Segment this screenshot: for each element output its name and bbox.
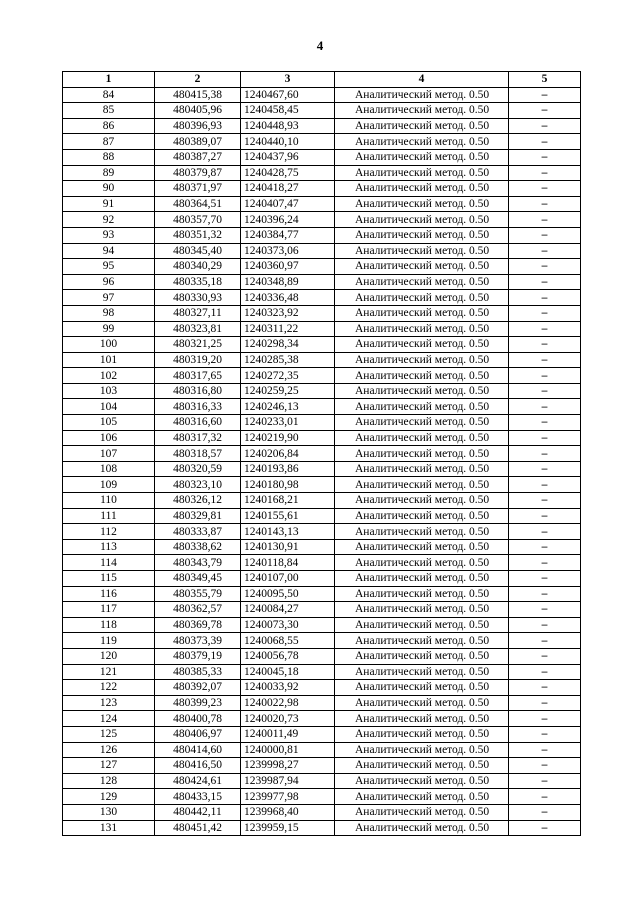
table-row (63, 118, 581, 134)
y-coordinate-cell: 1240384,77 (241, 227, 335, 243)
y-coordinate-cell: 1240467,60 (241, 87, 335, 103)
accuracy-dash-cell: – (509, 259, 581, 275)
table-row (63, 383, 581, 399)
accuracy-dash-cell: – (509, 617, 581, 633)
method-cell: Аналитический метод. 0.50 (335, 586, 509, 602)
x-coordinate-cell: 480379,87 (155, 165, 241, 181)
table-row (63, 134, 581, 150)
table-row (63, 368, 581, 384)
table-row (63, 274, 581, 290)
y-coordinate-cell: 1240206,84 (241, 446, 335, 462)
accuracy-dash-cell: – (509, 399, 581, 415)
method-cell: Аналитический метод. 0.50 (335, 742, 509, 758)
y-coordinate-cell: 1240095,50 (241, 586, 335, 602)
table-row (63, 820, 581, 836)
point-number-cell: 111 (63, 508, 155, 524)
table-row (63, 430, 581, 446)
table-row (63, 742, 581, 758)
method-cell: Аналитический метод. 0.50 (335, 383, 509, 399)
y-coordinate-cell: 1240155,61 (241, 508, 335, 524)
accuracy-dash-cell: – (509, 633, 581, 649)
x-coordinate-cell: 480316,33 (155, 399, 241, 415)
table-row (63, 87, 581, 103)
table-row (63, 196, 581, 212)
x-coordinate-cell: 480317,65 (155, 368, 241, 384)
method-cell: Аналитический метод. 0.50 (335, 446, 509, 462)
method-cell: Аналитический метод. 0.50 (335, 321, 509, 337)
accuracy-dash-cell: – (509, 227, 581, 243)
method-cell: Аналитический метод. 0.50 (335, 461, 509, 477)
point-number-cell: 92 (63, 212, 155, 228)
method-cell: Аналитический метод. 0.50 (335, 134, 509, 150)
y-coordinate-cell: 1240418,27 (241, 181, 335, 197)
y-coordinate-cell: 1239968,40 (241, 804, 335, 820)
header-col-5: 5 (509, 72, 581, 88)
table-row (63, 227, 581, 243)
x-coordinate-cell: 480321,25 (155, 337, 241, 353)
point-number-cell: 101 (63, 352, 155, 368)
accuracy-dash-cell: – (509, 820, 581, 836)
x-coordinate-cell: 480338,62 (155, 539, 241, 555)
point-number-cell: 104 (63, 399, 155, 415)
point-number-cell: 84 (63, 87, 155, 103)
table-row (63, 149, 581, 165)
x-coordinate-cell: 480400,78 (155, 711, 241, 727)
y-coordinate-cell: 1240336,48 (241, 290, 335, 306)
point-number-cell: 97 (63, 290, 155, 306)
x-coordinate-cell: 480330,93 (155, 290, 241, 306)
y-coordinate-cell: 1240073,30 (241, 617, 335, 633)
x-coordinate-cell: 480316,60 (155, 415, 241, 431)
accuracy-dash-cell: – (509, 337, 581, 353)
x-coordinate-cell: 480320,59 (155, 461, 241, 477)
table-row (63, 461, 581, 477)
x-coordinate-cell: 480415,38 (155, 87, 241, 103)
y-coordinate-cell: 1240437,96 (241, 149, 335, 165)
table-row (63, 680, 581, 696)
x-coordinate-cell: 480323,81 (155, 321, 241, 337)
point-number-cell: 95 (63, 259, 155, 275)
method-cell: Аналитический метод. 0.50 (335, 290, 509, 306)
accuracy-dash-cell: – (509, 290, 581, 306)
y-coordinate-cell: 1240246,13 (241, 399, 335, 415)
coordinates-table (62, 71, 581, 836)
table-row (63, 633, 581, 649)
y-coordinate-cell: 1240000,81 (241, 742, 335, 758)
y-coordinate-cell: 1240219,90 (241, 430, 335, 446)
method-cell: Аналитический метод. 0.50 (335, 664, 509, 680)
point-number-cell: 119 (63, 633, 155, 649)
table-row (63, 648, 581, 664)
accuracy-dash-cell: – (509, 804, 581, 820)
accuracy-dash-cell: – (509, 758, 581, 774)
x-coordinate-cell: 480345,40 (155, 243, 241, 259)
accuracy-dash-cell: – (509, 181, 581, 197)
accuracy-dash-cell: – (509, 87, 581, 103)
table-row (63, 165, 581, 181)
method-cell: Аналитический метод. 0.50 (335, 181, 509, 197)
method-cell: Аналитический метод. 0.50 (335, 305, 509, 321)
table-row (63, 259, 581, 275)
point-number-cell: 125 (63, 726, 155, 742)
method-cell: Аналитический метод. 0.50 (335, 524, 509, 540)
x-coordinate-cell: 480414,60 (155, 742, 241, 758)
x-coordinate-cell: 480333,87 (155, 524, 241, 540)
method-cell: Аналитический метод. 0.50 (335, 212, 509, 228)
table-row (63, 695, 581, 711)
x-coordinate-cell: 480373,39 (155, 633, 241, 649)
table-row (63, 508, 581, 524)
method-cell: Аналитический метод. 0.50 (335, 165, 509, 181)
method-cell: Аналитический метод. 0.50 (335, 368, 509, 384)
x-coordinate-cell: 480355,79 (155, 586, 241, 602)
accuracy-dash-cell: – (509, 212, 581, 228)
table-row (63, 290, 581, 306)
method-cell: Аналитический метод. 0.50 (335, 149, 509, 165)
accuracy-dash-cell: – (509, 726, 581, 742)
y-coordinate-cell: 1240458,45 (241, 103, 335, 119)
accuracy-dash-cell: – (509, 321, 581, 337)
table-row (63, 321, 581, 337)
accuracy-dash-cell: – (509, 165, 581, 181)
x-coordinate-cell: 480392,07 (155, 680, 241, 696)
table-row (63, 711, 581, 727)
method-cell: Аналитический метод. 0.50 (335, 508, 509, 524)
point-number-cell: 124 (63, 711, 155, 727)
accuracy-dash-cell: – (509, 415, 581, 431)
point-number-cell: 89 (63, 165, 155, 181)
method-cell: Аналитический метод. 0.50 (335, 196, 509, 212)
table-row (63, 337, 581, 353)
point-number-cell: 108 (63, 461, 155, 477)
accuracy-dash-cell: – (509, 695, 581, 711)
point-number-cell: 96 (63, 274, 155, 290)
point-number-cell: 107 (63, 446, 155, 462)
table-row (63, 773, 581, 789)
y-coordinate-cell: 1240056,78 (241, 648, 335, 664)
table-row (63, 726, 581, 742)
y-coordinate-cell: 1240143,13 (241, 524, 335, 540)
y-coordinate-cell: 1239987,94 (241, 773, 335, 789)
y-coordinate-cell: 1240448,93 (241, 118, 335, 134)
method-cell: Аналитический метод. 0.50 (335, 227, 509, 243)
y-coordinate-cell: 1240440,10 (241, 134, 335, 150)
method-cell: Аналитический метод. 0.50 (335, 430, 509, 446)
point-number-cell: 102 (63, 368, 155, 384)
x-coordinate-cell: 480326,12 (155, 493, 241, 509)
method-cell: Аналитический метод. 0.50 (335, 87, 509, 103)
accuracy-dash-cell: – (509, 149, 581, 165)
accuracy-dash-cell: – (509, 134, 581, 150)
method-cell: Аналитический метод. 0.50 (335, 711, 509, 727)
method-cell: Аналитический метод. 0.50 (335, 555, 509, 571)
y-coordinate-cell: 1240233,01 (241, 415, 335, 431)
y-coordinate-cell: 1240407,47 (241, 196, 335, 212)
table-row (63, 617, 581, 633)
x-coordinate-cell: 480399,23 (155, 695, 241, 711)
y-coordinate-cell: 1240373,06 (241, 243, 335, 259)
method-cell: Аналитический метод. 0.50 (335, 758, 509, 774)
y-coordinate-cell: 1240033,92 (241, 680, 335, 696)
y-coordinate-cell: 1240045,18 (241, 664, 335, 680)
accuracy-dash-cell: – (509, 539, 581, 555)
header-col-1: 1 (63, 72, 155, 88)
accuracy-dash-cell: – (509, 196, 581, 212)
point-number-cell: 90 (63, 181, 155, 197)
y-coordinate-cell: 1240180,98 (241, 477, 335, 493)
method-cell: Аналитический метод. 0.50 (335, 399, 509, 415)
accuracy-dash-cell: – (509, 586, 581, 602)
table-row (63, 586, 581, 602)
y-coordinate-cell: 1240348,89 (241, 274, 335, 290)
accuracy-dash-cell: – (509, 571, 581, 587)
y-coordinate-cell: 1240107,00 (241, 571, 335, 587)
accuracy-dash-cell: – (509, 773, 581, 789)
method-cell: Аналитический метод. 0.50 (335, 493, 509, 509)
x-coordinate-cell: 480379,19 (155, 648, 241, 664)
accuracy-dash-cell: – (509, 446, 581, 462)
x-coordinate-cell: 480323,10 (155, 477, 241, 493)
table-row (63, 399, 581, 415)
x-coordinate-cell: 480343,79 (155, 555, 241, 571)
y-coordinate-cell: 1240428,75 (241, 165, 335, 181)
y-coordinate-cell: 1240360,97 (241, 259, 335, 275)
method-cell: Аналитический метод. 0.50 (335, 352, 509, 368)
method-cell: Аналитический метод. 0.50 (335, 820, 509, 836)
method-cell: Аналитический метод. 0.50 (335, 648, 509, 664)
table-row (63, 758, 581, 774)
x-coordinate-cell: 480396,93 (155, 118, 241, 134)
y-coordinate-cell: 1239977,98 (241, 789, 335, 805)
x-coordinate-cell: 480416,50 (155, 758, 241, 774)
page-number: 4 (316, 38, 324, 53)
method-cell: Аналитический метод. 0.50 (335, 118, 509, 134)
y-coordinate-cell: 1239998,27 (241, 758, 335, 774)
point-number-cell: 110 (63, 493, 155, 509)
y-coordinate-cell: 1240118,84 (241, 555, 335, 571)
point-number-cell: 123 (63, 695, 155, 711)
point-number-cell: 131 (63, 820, 155, 836)
x-coordinate-cell: 480369,78 (155, 617, 241, 633)
table-row (63, 539, 581, 555)
accuracy-dash-cell: – (509, 493, 581, 509)
point-number-cell: 120 (63, 648, 155, 664)
y-coordinate-cell: 1240272,35 (241, 368, 335, 384)
point-number-cell: 126 (63, 742, 155, 758)
point-number-cell: 93 (63, 227, 155, 243)
accuracy-dash-cell: – (509, 430, 581, 446)
point-number-cell: 129 (63, 789, 155, 805)
point-number-cell: 116 (63, 586, 155, 602)
y-coordinate-cell: 1240298,34 (241, 337, 335, 353)
x-coordinate-cell: 480329,81 (155, 508, 241, 524)
point-number-cell: 99 (63, 321, 155, 337)
y-coordinate-cell: 1240068,55 (241, 633, 335, 649)
x-coordinate-cell: 480387,27 (155, 149, 241, 165)
y-coordinate-cell: 1239959,15 (241, 820, 335, 836)
x-coordinate-cell: 480335,18 (155, 274, 241, 290)
x-coordinate-cell: 480371,97 (155, 181, 241, 197)
x-coordinate-cell: 480340,29 (155, 259, 241, 275)
method-cell: Аналитический метод. 0.50 (335, 415, 509, 431)
header-col-2: 2 (155, 72, 241, 88)
accuracy-dash-cell: – (509, 461, 581, 477)
y-coordinate-cell: 1240311,22 (241, 321, 335, 337)
header-col-3: 3 (241, 72, 335, 88)
x-coordinate-cell: 480433,15 (155, 789, 241, 805)
method-cell: Аналитический метод. 0.50 (335, 804, 509, 820)
x-coordinate-cell: 480389,07 (155, 134, 241, 150)
accuracy-dash-cell: – (509, 742, 581, 758)
table-row (63, 804, 581, 820)
x-coordinate-cell: 480442,11 (155, 804, 241, 820)
table-row (63, 493, 581, 509)
y-coordinate-cell: 1240020,73 (241, 711, 335, 727)
y-coordinate-cell: 1240396,24 (241, 212, 335, 228)
accuracy-dash-cell: – (509, 103, 581, 119)
accuracy-dash-cell: – (509, 555, 581, 571)
accuracy-dash-cell: – (509, 243, 581, 259)
accuracy-dash-cell: – (509, 711, 581, 727)
table-row (63, 181, 581, 197)
point-number-cell: 100 (63, 337, 155, 353)
point-number-cell: 128 (63, 773, 155, 789)
x-coordinate-cell: 480319,20 (155, 352, 241, 368)
header-col-4: 4 (335, 72, 509, 88)
table-row (63, 103, 581, 119)
method-cell: Аналитический метод. 0.50 (335, 539, 509, 555)
accuracy-dash-cell: – (509, 664, 581, 680)
point-number-cell: 105 (63, 415, 155, 431)
header-row (63, 72, 581, 88)
table-row (63, 664, 581, 680)
y-coordinate-cell: 1240285,38 (241, 352, 335, 368)
point-number-cell: 114 (63, 555, 155, 571)
x-coordinate-cell: 480351,32 (155, 227, 241, 243)
point-number-cell: 86 (63, 118, 155, 134)
table-row (63, 305, 581, 321)
x-coordinate-cell: 480364,51 (155, 196, 241, 212)
y-coordinate-cell: 1240130,91 (241, 539, 335, 555)
point-number-cell: 87 (63, 134, 155, 150)
accuracy-dash-cell: – (509, 602, 581, 618)
x-coordinate-cell: 480349,45 (155, 571, 241, 587)
table-body (63, 87, 581, 836)
accuracy-dash-cell: – (509, 680, 581, 696)
point-number-cell: 88 (63, 149, 155, 165)
method-cell: Аналитический метод. 0.50 (335, 695, 509, 711)
method-cell: Аналитический метод. 0.50 (335, 680, 509, 696)
point-number-cell: 121 (63, 664, 155, 680)
table-row (63, 415, 581, 431)
point-number-cell: 109 (63, 477, 155, 493)
x-coordinate-cell: 480451,42 (155, 820, 241, 836)
x-coordinate-cell: 480327,11 (155, 305, 241, 321)
accuracy-dash-cell: – (509, 524, 581, 540)
x-coordinate-cell: 480318,57 (155, 446, 241, 462)
method-cell: Аналитический метод. 0.50 (335, 477, 509, 493)
method-cell: Аналитический метод. 0.50 (335, 259, 509, 275)
point-number-cell: 85 (63, 103, 155, 119)
accuracy-dash-cell: – (509, 383, 581, 399)
point-number-cell: 103 (63, 383, 155, 399)
table-row (63, 477, 581, 493)
table-row (63, 446, 581, 462)
x-coordinate-cell: 480406,97 (155, 726, 241, 742)
y-coordinate-cell: 1240011,49 (241, 726, 335, 742)
method-cell: Аналитический метод. 0.50 (335, 243, 509, 259)
accuracy-dash-cell: – (509, 274, 581, 290)
point-number-cell: 122 (63, 680, 155, 696)
accuracy-dash-cell: – (509, 305, 581, 321)
point-number-cell: 117 (63, 602, 155, 618)
x-coordinate-cell: 480385,33 (155, 664, 241, 680)
accuracy-dash-cell: – (509, 789, 581, 805)
table-row (63, 555, 581, 571)
accuracy-dash-cell: – (509, 477, 581, 493)
accuracy-dash-cell: – (509, 352, 581, 368)
method-cell: Аналитический метод. 0.50 (335, 571, 509, 587)
method-cell: Аналитический метод. 0.50 (335, 602, 509, 618)
accuracy-dash-cell: – (509, 118, 581, 134)
accuracy-dash-cell: – (509, 368, 581, 384)
method-cell: Аналитический метод. 0.50 (335, 726, 509, 742)
method-cell: Аналитический метод. 0.50 (335, 103, 509, 119)
x-coordinate-cell: 480405,96 (155, 103, 241, 119)
method-cell: Аналитический метод. 0.50 (335, 773, 509, 789)
accuracy-dash-cell: – (509, 508, 581, 524)
point-number-cell: 118 (63, 617, 155, 633)
point-number-cell: 94 (63, 243, 155, 259)
table-row (63, 789, 581, 805)
x-coordinate-cell: 480316,80 (155, 383, 241, 399)
point-number-cell: 91 (63, 196, 155, 212)
y-coordinate-cell: 1240084,27 (241, 602, 335, 618)
method-cell: Аналитический метод. 0.50 (335, 617, 509, 633)
x-coordinate-cell: 480357,70 (155, 212, 241, 228)
point-number-cell: 112 (63, 524, 155, 540)
y-coordinate-cell: 1240168,21 (241, 493, 335, 509)
point-number-cell: 115 (63, 571, 155, 587)
point-number-cell: 127 (63, 758, 155, 774)
y-coordinate-cell: 1240193,86 (241, 461, 335, 477)
x-coordinate-cell: 480317,32 (155, 430, 241, 446)
table-row (63, 524, 581, 540)
method-cell: Аналитический метод. 0.50 (335, 789, 509, 805)
table-row (63, 352, 581, 368)
accuracy-dash-cell: – (509, 648, 581, 664)
y-coordinate-cell: 1240323,92 (241, 305, 335, 321)
x-coordinate-cell: 480362,57 (155, 602, 241, 618)
table-header (63, 72, 581, 88)
method-cell: Аналитический метод. 0.50 (335, 337, 509, 353)
table-row (63, 212, 581, 228)
point-number-cell: 130 (63, 804, 155, 820)
table-row (63, 571, 581, 587)
x-coordinate-cell: 480424,61 (155, 773, 241, 789)
y-coordinate-cell: 1240022,98 (241, 695, 335, 711)
point-number-cell: 98 (63, 305, 155, 321)
point-number-cell: 106 (63, 430, 155, 446)
table-row (63, 602, 581, 618)
method-cell: Аналитический метод. 0.50 (335, 274, 509, 290)
point-number-cell: 113 (63, 539, 155, 555)
table-row (63, 243, 581, 259)
method-cell: Аналитический метод. 0.50 (335, 633, 509, 649)
y-coordinate-cell: 1240259,25 (241, 383, 335, 399)
